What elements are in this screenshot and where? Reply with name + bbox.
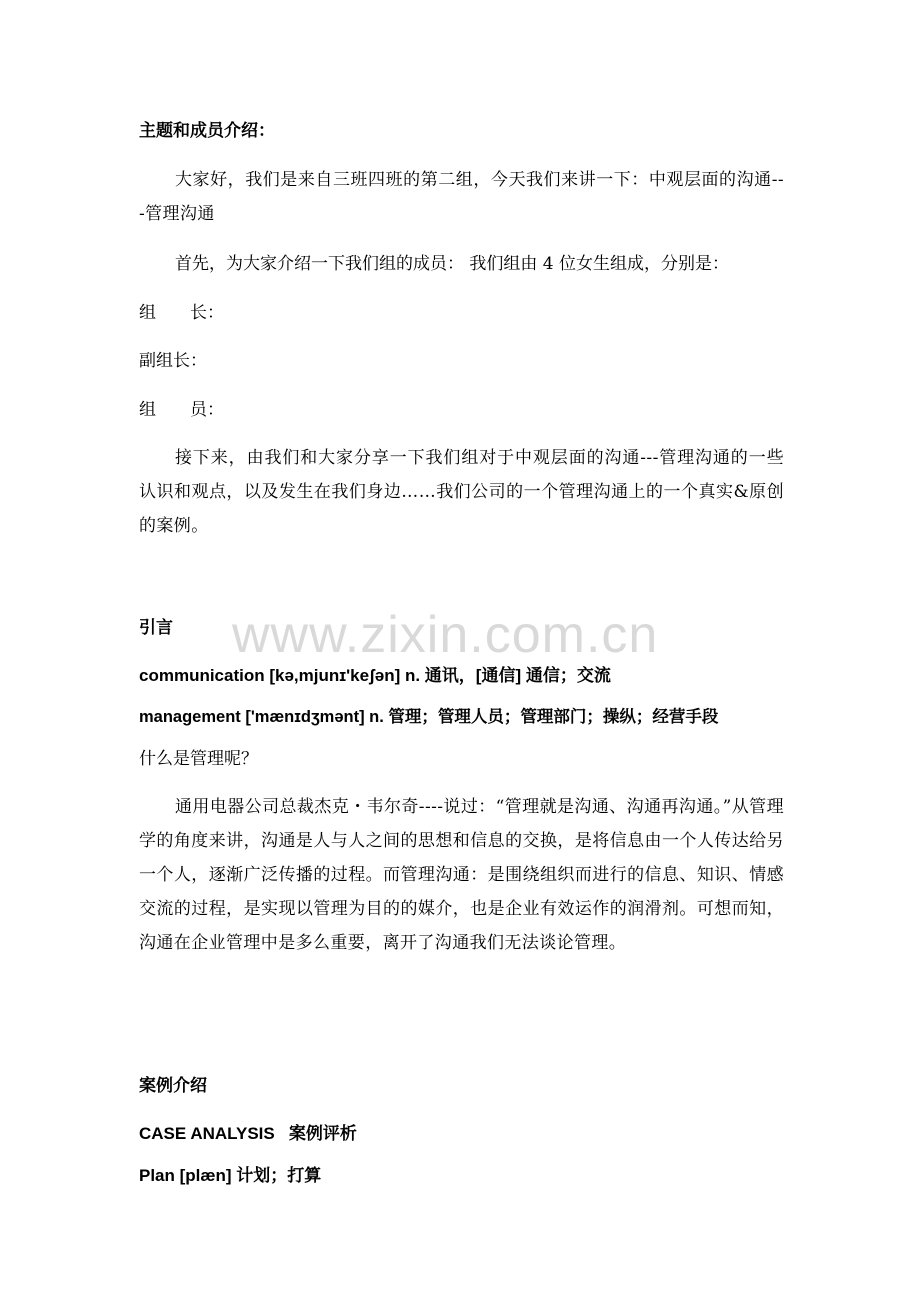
preface-question: 什么是管理呢？	[139, 749, 258, 769]
watermark: www.zixin.com.cn	[232, 606, 659, 664]
term-case-analysis: CASE ANALYSIS 案例评析	[139, 1124, 357, 1143]
leader-label: 组 长：	[139, 303, 224, 323]
preface-paragraph: 通用电器公司总裁杰克・韦尔奇----说过：“管理就是沟通、沟通再沟通。”从管理学的角度来讲，沟通是人与人之间的思想和信息的交换，是将信息由一个人传达给另一个人，逐渐广泛传播的过程。而管理沟通：是围绕组织而进行的信息、知识、情感交流的过程，是实现以管理为目的的媒介，也是企业有效运作的润滑剂。可想而知，沟通在企业管理中是多么重要，离开了沟通我们无法谈论管理。	[139, 797, 784, 953]
member-label: 组 员：	[139, 400, 224, 420]
term-communication: communication [kə,mjunɪ'keʃən] n. 通讯，[通信] 通信；交流	[139, 666, 611, 685]
intro-paragraph-1: 大家好，我们是来自三班四班的第二组，今天我们来讲一下：中观层面的沟通---管理沟通	[139, 170, 784, 224]
preface-heading: 引言	[139, 618, 173, 638]
intro-heading: 主题和成员介绍：	[139, 121, 275, 141]
intro-paragraph-3: 接下来，由我们和大家分享一下我们组对于中观层面的沟通---管理沟通的一些认识和观点，以及发生在我们身边……我们公司的一个管理沟通上的一个真实&原创的案例。	[139, 448, 784, 536]
case-heading: 案例介绍	[139, 1076, 207, 1096]
term-plan: Plan [plæn] 计划；打算	[139, 1166, 322, 1185]
intro-paragraph-2: 首先，为大家介绍一下我们组的成员： 我们组由 4 位女生组成，分别是：	[175, 254, 730, 274]
vice-leader-label: 副组长：	[139, 351, 207, 371]
term-management: management ['mænɪdʒmənt] n. 管理；管理人员；管理部门；操纵；经营手段	[139, 708, 719, 726]
